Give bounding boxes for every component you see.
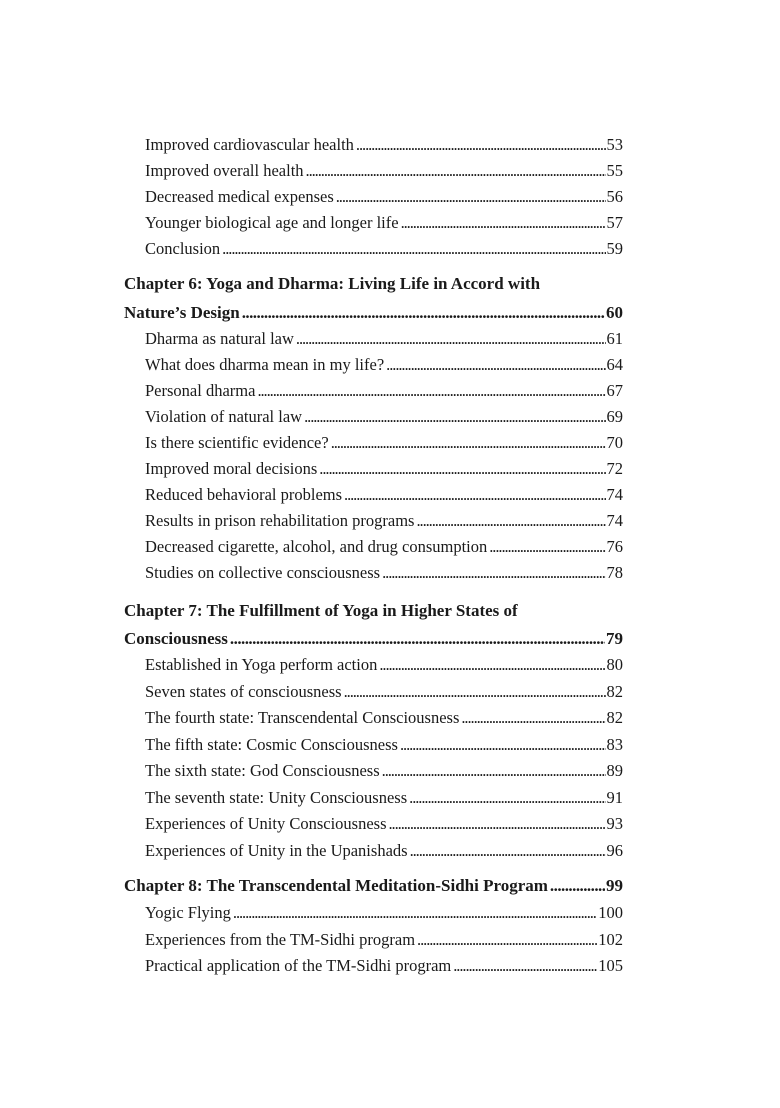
entry-page: 57 [606, 213, 623, 232]
entry-page: 72 [606, 459, 623, 478]
dot-leader [257, 378, 605, 404]
entry-page: 82 [606, 708, 623, 727]
toc-entry [145, 953, 623, 979]
entry-page: 83 [606, 735, 623, 754]
entry-page: 56 [606, 187, 623, 206]
toc-entry [145, 811, 623, 837]
chapter-8-heading [124, 873, 623, 899]
entry-title: The seventh state: Unity Consciousness [145, 788, 408, 807]
entry-page: 82 [606, 682, 623, 701]
toc-entry [145, 430, 623, 456]
chapter-title: Nature’s Design [124, 303, 240, 322]
entry-title: Yogic Flying [145, 903, 231, 922]
dot-leader [386, 352, 605, 378]
toc-entry [145, 927, 623, 953]
chapter-6-heading [124, 300, 623, 326]
toc-entry [145, 378, 623, 404]
toc-entry [145, 132, 623, 158]
dot-leader [222, 236, 605, 262]
chapter-page: 79 [606, 629, 623, 648]
entry-page: 61 [606, 329, 623, 348]
entry-page: 78 [606, 563, 623, 582]
toc-entry [145, 732, 623, 758]
toc-entry [145, 404, 623, 430]
toc-entry [145, 482, 623, 508]
entry-page: 53 [606, 135, 623, 154]
entry-title: Experiences of Unity Consciousness [145, 814, 387, 833]
entry-title: Experiences from the TM-Sidhi program [145, 930, 416, 949]
entry-title: The sixth state: God Consciousness [145, 761, 380, 780]
entry-page: 74 [606, 511, 623, 530]
dot-leader [344, 482, 605, 508]
entry-title: Dharma as natural law [145, 329, 294, 348]
entry-title: Decreased cigarette, alcohol, and drug consumption [145, 537, 488, 556]
entry-title: Personal dharma [145, 381, 256, 400]
dot-leader [233, 900, 597, 926]
entry-page: 74 [606, 485, 623, 504]
dot-leader [306, 158, 606, 184]
chapter-7-heading [124, 626, 623, 652]
entry-page: 91 [606, 788, 623, 807]
chapter-title: Consciousness [124, 629, 228, 648]
entry-title: Experiences of Unity in the Upanishads [145, 841, 408, 860]
dot-leader [400, 732, 606, 758]
entry-title: The fifth state: Cosmic Consciousness [145, 735, 398, 754]
toc-entry [145, 236, 623, 262]
toc-entry [145, 326, 623, 352]
dot-leader [410, 838, 606, 864]
dot-leader [336, 184, 606, 210]
toc-entry [145, 705, 623, 731]
chapter-6-heading-line1: Chapter 6: Yoga and Dharma: Living Life in Accord with [124, 274, 541, 293]
toc-entry [145, 352, 623, 378]
entry-page: 102 [598, 930, 623, 949]
entry-page: 69 [606, 407, 623, 426]
entry-title: Violation of natural law [145, 407, 303, 426]
dot-leader [417, 927, 597, 953]
entry-title: Practical application of the TM-Sidhi program [145, 956, 452, 975]
entry-title: Reduced behavioral problems [145, 485, 343, 504]
entry-page: 93 [606, 814, 623, 833]
toc-entry [145, 534, 623, 560]
toc-entry [145, 679, 623, 705]
entry-page: 76 [606, 537, 623, 556]
entry-title: Conclusion [145, 239, 221, 258]
toc-entry [145, 210, 623, 236]
dot-leader [230, 626, 605, 652]
dot-leader [304, 404, 605, 430]
toc-entry [145, 785, 623, 811]
chapter-title: Chapter 8: The Transcendental Meditation-Sidhi Program [124, 876, 548, 895]
entry-page: 89 [606, 761, 623, 780]
entry-title: Established in Yoga perform action [145, 655, 378, 674]
toc-entry [145, 900, 623, 926]
toc-entry [145, 758, 623, 784]
dot-leader [453, 953, 597, 979]
chapter-page: 99 [606, 876, 623, 895]
entry-title: Improved overall health [145, 161, 304, 180]
dot-leader [296, 326, 606, 352]
entry-page: 55 [606, 161, 623, 180]
entry-title: Improved cardiovascular health [145, 135, 354, 154]
dot-leader [356, 132, 606, 158]
entry-title: Younger biological age and longer life [145, 213, 399, 232]
toc-entry [145, 158, 623, 184]
chapter-7-heading-line1: Chapter 7: The Fulfillment of Yoga in Higher States of [124, 601, 518, 620]
dot-leader [331, 430, 606, 456]
entry-title: The fourth state: Transcendental Consciousness [145, 708, 460, 727]
entry-page: 64 [606, 355, 623, 374]
dot-leader [379, 652, 605, 678]
dot-leader [382, 758, 606, 784]
entry-page: 96 [606, 841, 623, 860]
toc-entry [145, 652, 623, 678]
toc-entry [145, 560, 623, 586]
entry-title: Studies on collective consciousness [145, 563, 381, 582]
dot-leader [409, 785, 605, 811]
entry-page: 105 [598, 956, 623, 975]
dot-leader [389, 811, 606, 837]
entry-title: Is there scientific evidence? [145, 433, 329, 452]
entry-title: Results in prison rehabilitation programs [145, 511, 415, 530]
entry-title: Improved moral decisions [145, 459, 318, 478]
dot-leader [242, 300, 605, 326]
toc-entry [145, 456, 623, 482]
dot-leader [461, 705, 605, 731]
entry-page: 80 [606, 655, 623, 674]
dot-leader [401, 210, 606, 236]
entry-title: What does dharma mean in my life? [145, 355, 385, 374]
dot-leader [319, 456, 605, 482]
entry-page: 59 [606, 239, 623, 258]
toc-entry [145, 508, 623, 534]
dot-leader [382, 560, 605, 586]
entry-title: Decreased medical expenses [145, 187, 334, 206]
toc-entry [145, 184, 623, 210]
dot-leader [489, 534, 605, 560]
entry-page: 100 [598, 903, 623, 922]
entry-page: 70 [606, 433, 623, 452]
entry-page: 67 [606, 381, 623, 400]
entry-title: Seven states of consciousness [145, 682, 342, 701]
toc-entry [145, 838, 623, 864]
chapter-page: 60 [606, 303, 623, 322]
dot-leader [344, 679, 606, 705]
dot-leader [550, 873, 605, 899]
dot-leader [416, 508, 605, 534]
